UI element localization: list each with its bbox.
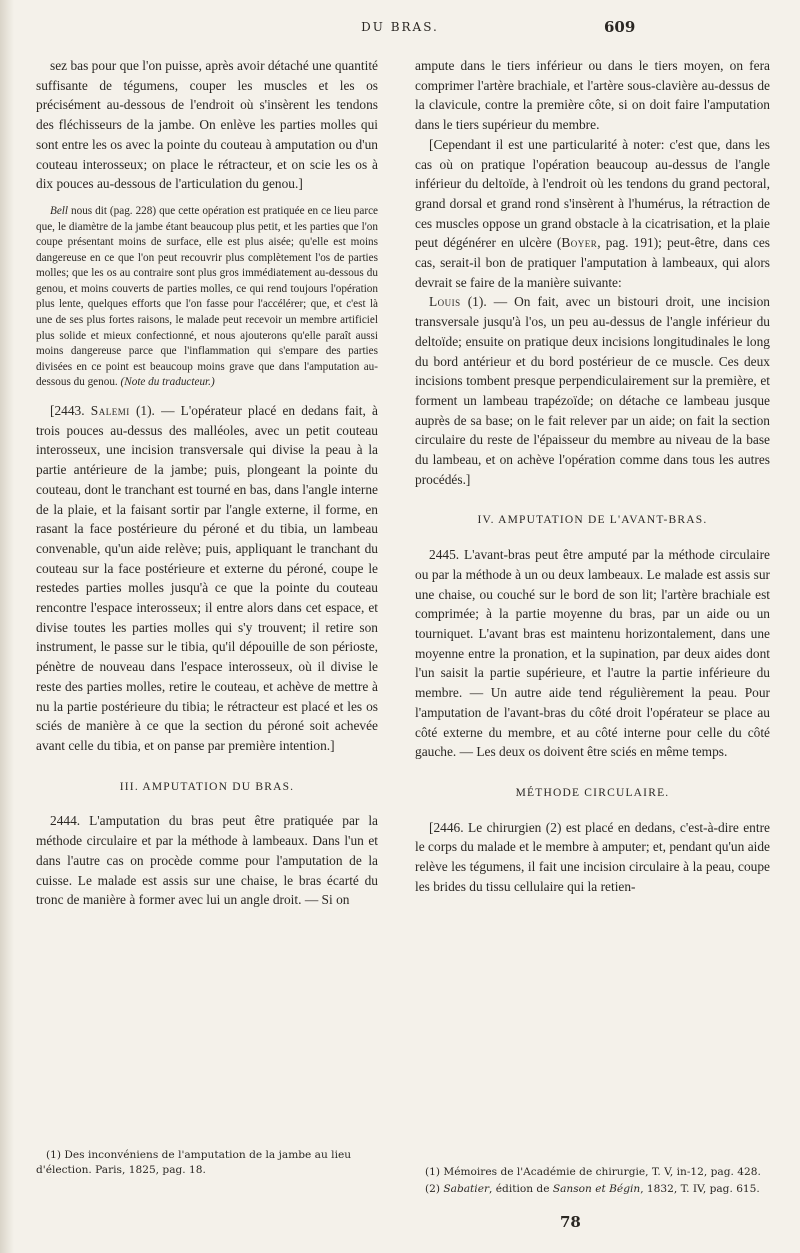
paragraph-text-end: , pag. 191); peut-être, dans ces cas, serait-il bon de pratiquer l'amputation à lambeaux, qui alors devrait se faire de la manière suivante: [415, 235, 770, 290]
page-header [0, 20, 800, 42]
section-heading-forearm: IV. AMPUTATION DE L'AVANT-BRAS. [477, 514, 708, 527]
paragraph-number: [2443. [50, 403, 85, 419]
footnote-text-end: , 1832, T. IV, pag. 615. [640, 1182, 760, 1195]
signature-mark: 78 [560, 1213, 581, 1231]
note-body: nous dit (pag. 228) que cette opération est pratiquée en ce lieu parce que, le diamètre de la jambe étant beaucoup plus petit, et les parties que l'on coupe présentant moins de surface, elle est plus aisée; qu'elle est moins dangereuse en ce que l'on peut recouvrir plus complètement l'os de parties molles; que les os au contraire sont plus gros immédiatement au-dessous du genou, et moins couverts de parties molles, ce qui rend toujours l'opération plus lente, quelques efforts que l'on fasse pour l'accélérer; que, et c'est là une de ses plus fortes raisons, le malade peut recevoir un membre artificiel plus solide et mieux confectionné, et nous ajouterons qu'elle paraît aussi moins dangereuse parce que l'inflammation qui s'empare des parties divisées en ce point est beaucoup moins grave que dans l'amputation au-dessous du genou. [36, 204, 378, 389]
right-footnotes [415, 1163, 770, 1196]
paragraph-louis [415, 292, 770, 489]
footnote-1-right: (1) Mémoires de l'Académie de chirurgie, T. V, in-12, pag. 428. [425, 1166, 761, 1178]
author-name: Louis [429, 294, 461, 310]
translator-note [36, 204, 378, 391]
page-gutter-shadow [0, 0, 14, 1253]
left-footnote [36, 1146, 378, 1177]
paragraph-2445: 2445. L'avant-bras peut être amputé par la méthode circulaire ou par la méthode à un ou deux lambeaux. Le malade est assis sur une chaise, ou couché sur le bord de son lit; l'artère brachiale est comprimée; à la partie moyenne du bras, par un aide ou un tourniquet. L'avant bras est maintenu horizontalement, dans une moyenne entre la pronation, et la supination, par deux aides dont l'un saisit la partie supérieure, et l'autre la partie inférieure du membre. — Un autre aide tend régulièrement la peau. Pour l'amputation de l'avant-bras du côté droit l'opérateur se place au côté externe du membre, et au côté interne pour celle du côté gauche. — Les deux os doivent être sciés en même temps. [415, 547, 770, 760]
page-number: 609 [604, 18, 636, 36]
author-name: Salemi [90, 403, 130, 419]
paragraph-text: [Cependant il est une particularité à noter: c'est que, dans les cas où on pratique l'opération beaucoup au-dessus de l'angle inférieur du deltoïde, à l'endroit où les tendons du grand pectoral, grand dorsal et grand rond s'insèrent à l'humérus, la rétraction de ces muscles oppose un grand obstacle à la cicatrisation, et la plaie peut dégénérer en ulcère ( [415, 136, 770, 251]
paragraph-continued: sez bas pour que l'on puisse, après avoir détaché une quantité suffisante de tégumens, couper les muscles et les os précisément au-dessous de l'endroit où s'insèrent les tendons des fléchisseurs de la jambe. On enlève les parties molles qui sont entre les os avec la pointe du couteau à amputation ou d'un couteau interosseux; on place le rétracteur, et on scie les os à dix pouces au-dessous de l'articulation du genou.] [36, 58, 378, 192]
author-name: Boyer [561, 235, 598, 251]
footnote-editors: Sanson et Bégin [552, 1182, 641, 1195]
footnote-marker: (2) [425, 1182, 444, 1195]
paragraph-cependant [415, 135, 770, 293]
note-author: Bell [50, 204, 69, 217]
footnote-1-left: (1) Des inconvéniens de l'amputation de la jambe au lieu d'élection. Paris, 1825, pag. 18. [36, 1149, 352, 1176]
running-head: DU BRAS. [361, 20, 439, 34]
paragraph-2443 [36, 401, 378, 756]
paragraph-continued-right: ampute dans le tiers inférieur ou dans le tiers moyen, on fera comprimer l'artère brachiale, et l'artère sous-clavière au-dessus de la clavicule, contre la première côte, si on doit faire l'amputation dans le tiers supérieur du membre. [415, 58, 770, 133]
paragraph-2444: 2444. L'amputation du bras peut être pratiquée par la méthode circulaire et par la méthode à lambeaux. Dans l'un et dans l'autre cas on procède comme pour l'amputation de la cuisse. Le malade est assis sur une chaise, le bras écarté du tronc de manière à former avec lui un angle droit. — Si on [36, 813, 378, 908]
paragraph-2446: [2446. Le chirurgien (2) est placé en dedans, c'est-à-dire entre le corps du malade et le membre à amputer; et, pendant qu'un aide relève les tégumens, il fait une incision circulaire à la peau, coupe les brides du tissu cellulaire qui la retien- [415, 819, 770, 894]
section-heading-arm: III. AMPUTATION DU BRAS. [119, 780, 295, 793]
note-signature: (Note du traducteur.) [120, 376, 215, 389]
footnote-author: Sabatier [443, 1182, 490, 1195]
paragraph-text: (1). — L'opérateur placé en dedans fait, à trois pouces au-dessus des malléoles, avec un petit couteau interosseux, une incision transversale qui divise la peau à la partie antérieure de la jambe; puis, plongeant la pointe du couteau, dont le tranchant est tourné en bas, dans l'angle interne de la plaie, et la faisant sortir par l'angle externe, il forme, en rasant la face postérieure du péroné et du tibia, un lambeau convenable, qu'un aide relève; puis, appliquant le tranchant du couteau sur la face postérieure et externe du péroné, coupe le restedes parties molles jusqu'à ce que la pointe du couteau rencontre l'espace interosseux; il entre alors dans cet espace, et divise toutes les parties molles qui s'y trouvent; il retire son instrument, le passe sur le tibia, qu'il dépouille de son périoste, pénètre de nouveau dans l'espace interosseux, où il divise le reste des parties molles, retire le couteau, et achève de mettre à nu la partie postérieure du tibia; le rétracteur est placé et les os sciés de manière à ce que la section du péroné soit achevée avant celle du tibia, et on panse par première intention.] [36, 403, 378, 753]
section-heading-circular: MÉTHODE CIRCULAIRE. [515, 786, 670, 799]
left-column [36, 56, 378, 910]
footnote-2-right [415, 1182, 770, 1197]
paragraph-text: (1). — On fait, avec un bistouri droit, une incision transversale jusqu'à l'os, un peu au-dessus de l'angle inférieur du deltoïde; ensuite on pratique deux incisions longitudinales le long du bord antérieur et du bord postérieur de ce muscle. Ces deux incisions tombent presque perpendiculairement sur la première, et forment un lambeau trapézoïde; on détache ce lambeau jusque auprès de sa base; on le fait relever par un aide; on fait la section circulaire du reste de l'épaisseur du membre au niveau de la base du lambeau, et on achève l'opération comme dans tous les autres procédés.] [415, 294, 770, 487]
right-column [415, 56, 770, 896]
footnote-text: , édition de [489, 1182, 553, 1195]
